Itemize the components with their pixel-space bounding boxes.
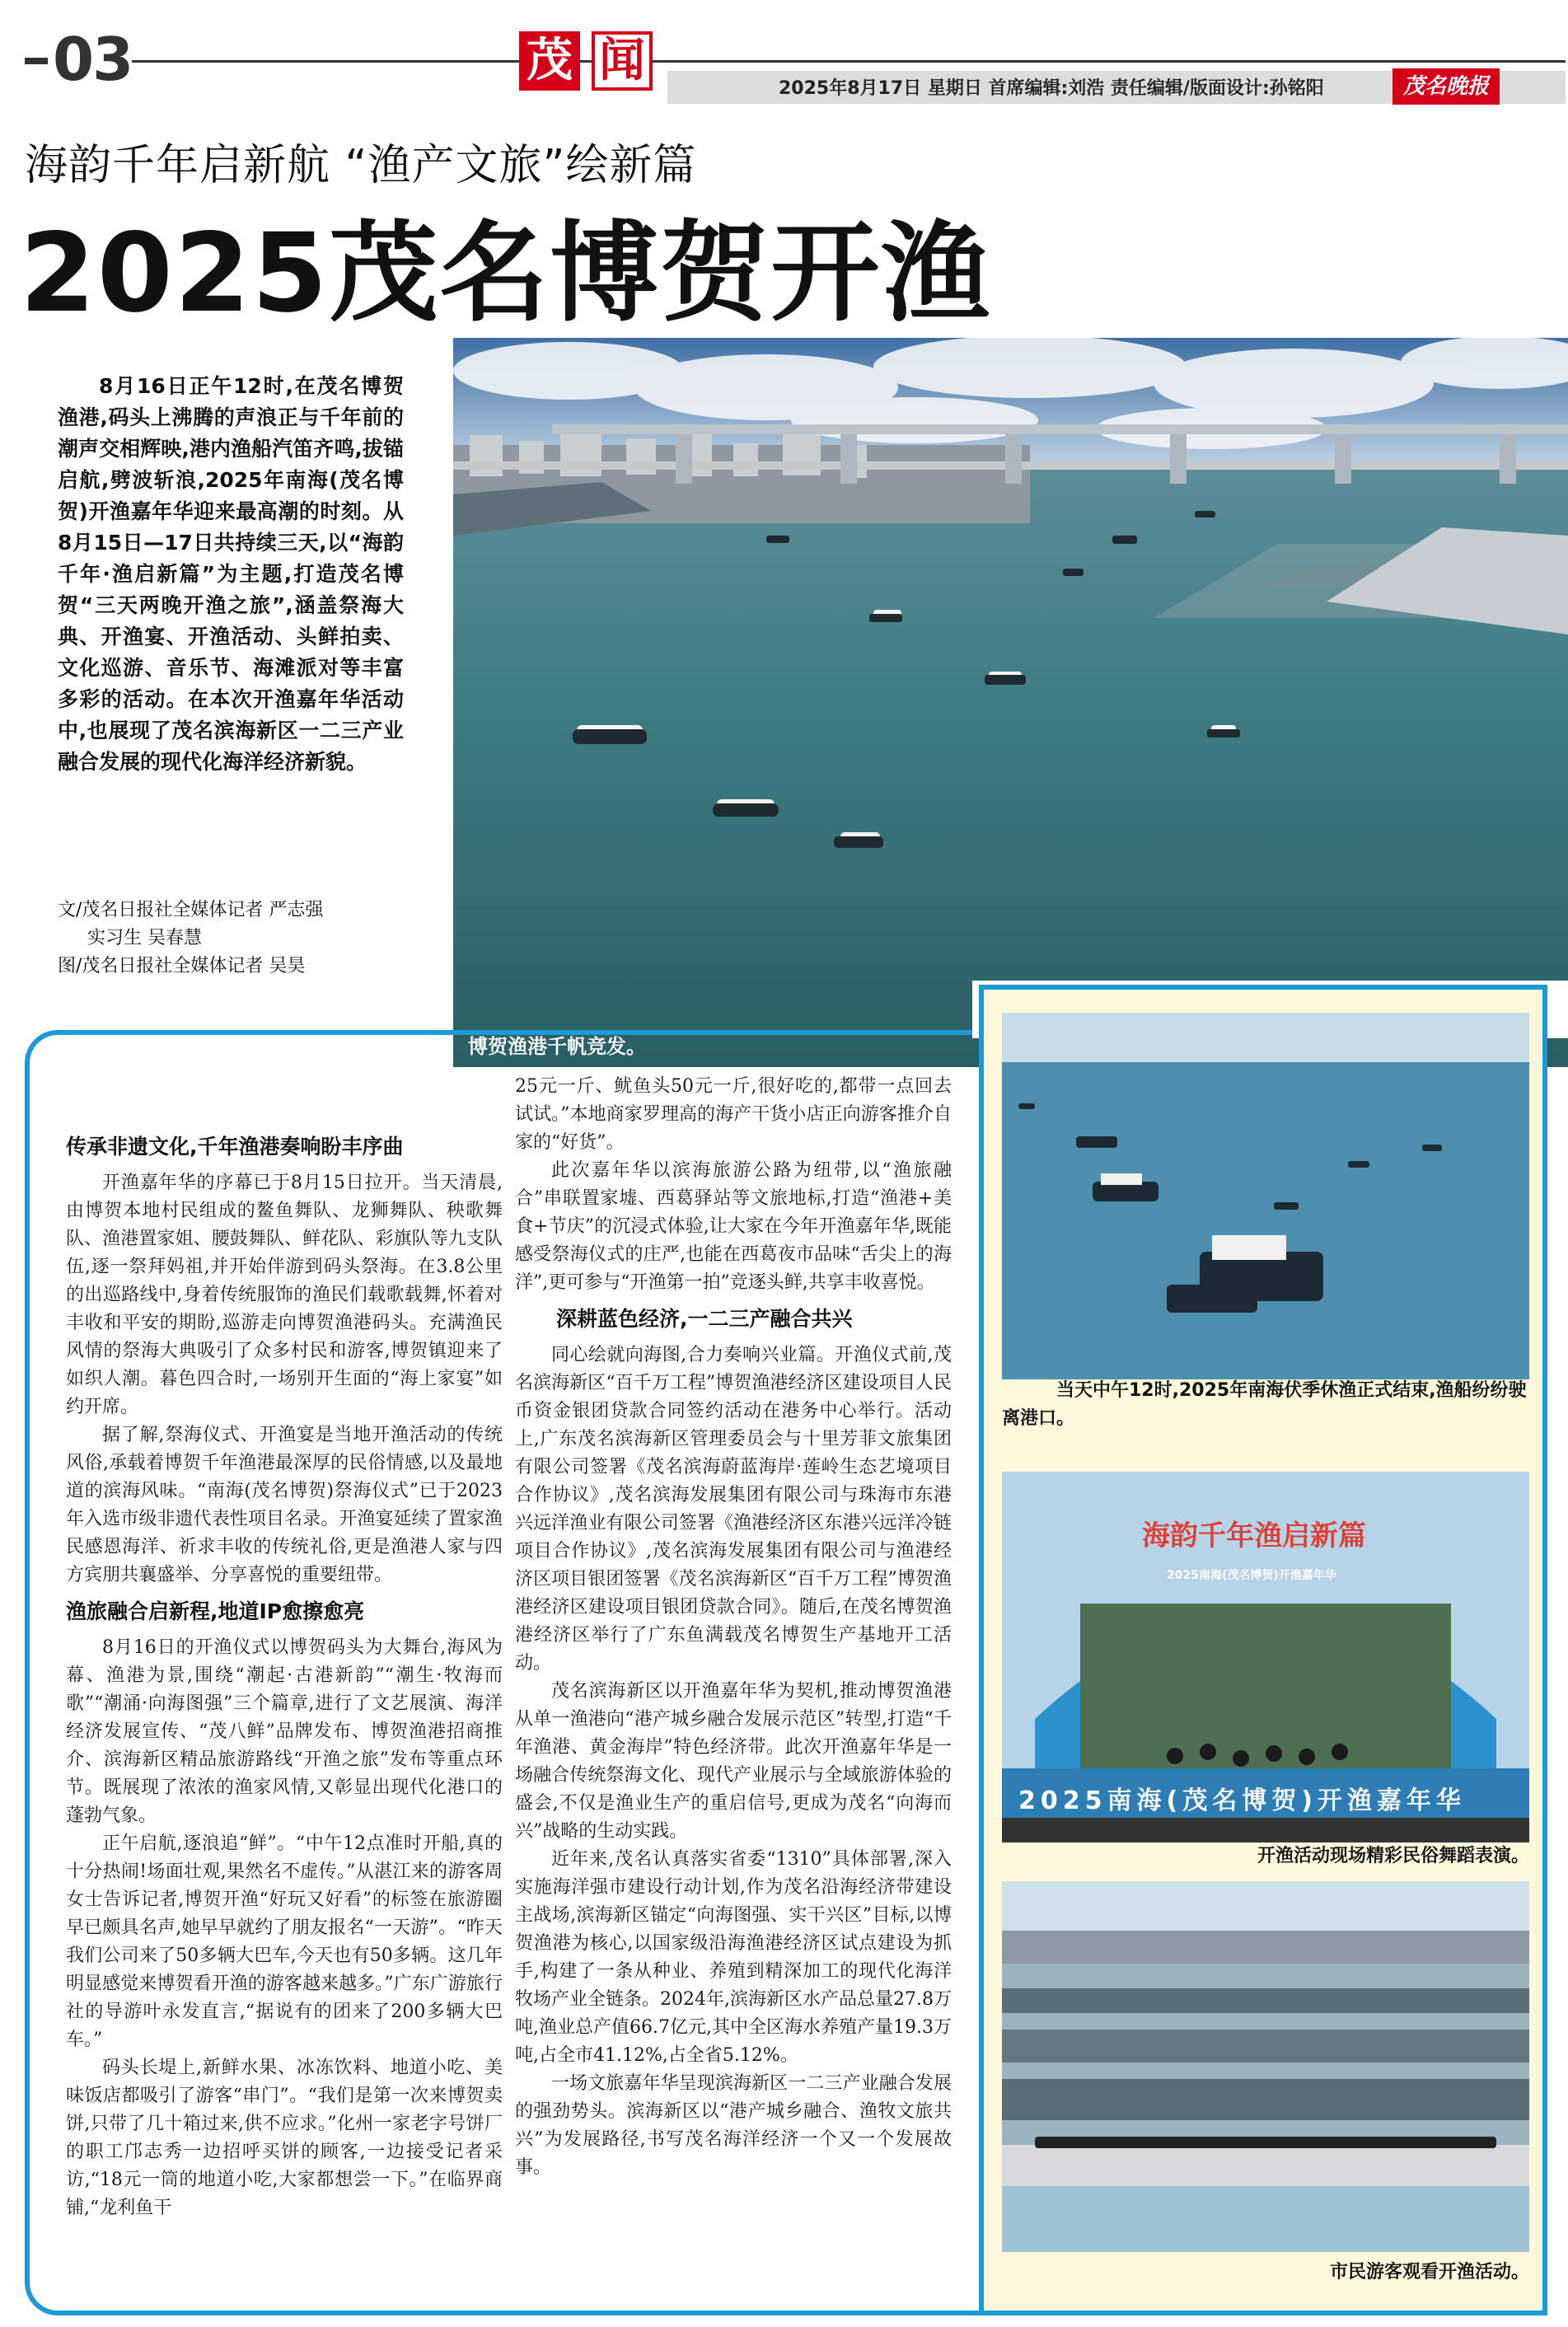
- byline-photographer: 图/茂名日报社全媒体记者 吴昊: [58, 956, 306, 976]
- photo-caption-1: 当天中午12时,2025年南海伏季休渔正式结束,渔船纷纷驶离港口。: [1002, 1380, 1527, 1429]
- text-column-1: [66, 1125, 503, 2222]
- photo-caption-2: 开渔活动现场精彩民俗舞蹈表演。: [1257, 1846, 1529, 1866]
- paragraph: 开渔嘉年华的序幕已于8月15日拉开。当天清晨,由博贺本地村民组成的鳌鱼舞队、龙狮舞队、秧歌舞队、渔港置家姐、腰鼓舞队、鲜花队、彩旗队等九支队伍,逐一祭拜妈祖,并开始伴游到码头祭海。在3.8公里的出巡路线中,身着传统服饰的渔民们载歌载舞,怀着对丰收和平安的期盼,巡游走向博贺渔港码头。充满渔民风情的祭海大典吸引了众多村民和游客,博贺镇迎来了如织人潮。暮色四合时,一场别开生面的“海上家宴”如约开席。: [66, 1173, 503, 1417]
- text-column-2: [515, 1073, 952, 2182]
- paragraph: 同心绘就向海图,合力奏响兴业篇。开渔仪式前,茂名滨海新区“百千万工程”博贺渔港经济区建设项目人民币资金银团贷款合同签约活动在港务中心举行。活动上,广东茂名滨海新区管理委员会与十里芳菲文旅集团有限公司签署《茂名滨海蔚蓝海岸·莲岭生态艺境项目合作协议》,茂名滨海发展集团有限公司与珠海市东港兴远洋渔业有限公司签署《渔港经济区东港兴远洋冷链项目合作协议》,茂名滨海发展集团有限公司与渔港经济区项目银团签署《茂名滨海新区“百千万工程”博贺渔港经济区建设项目银团贷款合同》。随后,在茂名博贺渔港经济区举行了广东鱼满载茂名博贺生产基地开工活动。: [515, 1345, 952, 1674]
- paper-logo: 茂名晚报: [1392, 68, 1500, 105]
- stage-banner: 海韵千年渔启新篇: [1142, 1519, 1366, 1552]
- paragraph: 8月16日的开渔仪式以博贺码头为大舞台,海风为幕、渔港为景,围绕“潮起·古港新韵”“潮生·牧海而歌”“潮涌·向海图强”三个篇章,进行了文艺展演、海洋经济发展宣传、“茂八鲜”品牌发布、博贺渔港招商推介、滨海新区精品旅游路线“开渔之旅”发布等重点环节。既展现了浓浓的渔家风情,又彰显出现代化港口的蓬勃气象。: [66, 1637, 503, 1826]
- paragraph: 据了解,祭海仪式、开渔宴是当地开渔活动的传统风俗,承载着博贺千年渔港最深厚的民俗情感,以及最地道的滨海风味。“南海(茂名博贺)祭海仪式”已于2023年入选市级非遗代表性项目名录。开渔宴延续了置家渔民感恩海洋、祈求丰收的传统礼俗,更是渔港人家与四方宾朋共襄盛举、分享喜悦的重要纽带。: [66, 1425, 503, 1585]
- paragraph: 茂名滨海新区以开渔嘉年华为契机,推动博贺渔港从单一渔港向“港产城乡融合发展示范区”转型,打造“千年渔港、黄金海岸”特色经济带。此次开渔嘉年华是一场融合传统祭海文化、现代产业展示与全域旅游体验的盛会,不仅是渔业生产的重启信号,更成为茂名“向海而兴”战略的生动实践。: [515, 1681, 952, 1842]
- section-heading-heritage: 传承非遗文化,千年渔港奏响盼丰序曲: [66, 1135, 404, 1159]
- photo-caption-3: 市民游客观看开渔活动。: [1329, 2262, 1529, 2283]
- paragraph: 25元一斤、鱿鱼头50元一斤,很好吃的,都带一点回去试试。”本地商家罗理高的海产干货小店正向游客推介自家的“好货”。: [515, 1076, 952, 1153]
- photo-side-panel: [979, 985, 1547, 2315]
- article-lead: 8月16日正午12时,在茂名博贺渔港,码头上沸腾的声浪正与千年前的潮声交相辉映,港内渔船汽笛齐鸣,拔锚启航,劈波斩浪,2025年南海(茂名博贺)开渔嘉年华迎来最高潮的时刻。从8月15日—17日共持续三天,以“海韵千年·渔启新篇”为主题,打造茂名博贺“三天两晚开渔之旅”,涵盖祭海大典、开渔宴、开渔活动、头鲜拍卖、文化巡游、音乐节、海滩派对等丰富多彩的活动。在本次开渔嘉年华活动中,也展现了茂名滨海新区一二三产业融合发展的现代化海洋经济新貌。: [58, 374, 404, 774]
- section-char-1: 茂: [519, 31, 580, 91]
- paragraph: 码头长堤上,新鲜水果、冰冻饮料、地道小吃、美味饭店都吸引了游客“串门”。“我们是第一次来博贺卖饼,只带了几十箱过来,供不应求。”化州一家老字号饼厂的职工邝志秀一边招呼买饼的顾客,一边接受记者采访,“18元一筒的地道小吃,大家都想尝一下。”在临界商铺,“龙利鱼干: [66, 2058, 503, 2218]
- main-photo-harbor: [453, 338, 1568, 1067]
- stage-bottom-text: 2025南海(茂名博贺)开渔嘉年华: [1018, 1786, 1466, 1815]
- paragraph: 近年来,茂名认真落实省委“1310”具体部署,深入实施海洋强市建设行动计划,作为茂名沿海经济带建设主战场,滨海新区锚定“向海图强、实干兴区”目标,以博贺渔港为核心,以国家级沿海渔港经济区试点建设为抓手,构建了一条从种业、养殖到精深加工的现代化海洋牧场产业全链条。2024年,滨海新区水产品总量27.8万吨,渔业总产值66.7亿元,其中全区海水养殖产量19.3万吨,占全市41.12%,占全省5.12%。: [515, 1849, 952, 2066]
- stage-screen-title: 2025南海(茂名博贺)开渔嘉年华: [1167, 1569, 1336, 1582]
- photo-folk-dance: [1002, 1472, 1529, 1842]
- photo-spectators: [1002, 1881, 1529, 2252]
- page-number-dash: [25, 58, 48, 64]
- photo-boats-leaving: [1002, 1013, 1529, 1379]
- header-rule: [132, 60, 1566, 63]
- section-heading-tourism: 渔旅融合启新程,地道IP愈擦愈亮: [66, 1599, 365, 1623]
- page-number: 03: [53, 25, 133, 94]
- section-heading-blue-economy: 深耕蓝色经济,一二三产融合共兴: [556, 1307, 853, 1331]
- section-char-2: 闻: [592, 31, 653, 91]
- byline: [58, 897, 420, 981]
- section-badge: [519, 31, 659, 91]
- byline-writer: 文/茂名日报社全媒体记者 严志强: [58, 900, 324, 920]
- main-photo-caption: 博贺渔港千帆竞发。: [468, 1035, 646, 1058]
- paragraph: 一场文旅嘉年华呈现滨海新区一二三产业融合发展的强劲势头。滨海新区以“港产城乡融合、渔牧文旅共兴”为发展路径,书写茂名海洋经济一个又一个发展故事。: [515, 2073, 952, 2178]
- article-headline: 2025茂名博贺开渔: [20, 210, 992, 337]
- byline-intern: 实习生 吴春慧: [87, 928, 202, 948]
- edition-meta: 2025年8月17日 星期日 首席编辑:刘浩 责任编辑/版面设计:孙铭阳: [779, 78, 1324, 99]
- paragraph: 正午启航,逐浪追“鲜”。“中午12点准时开船,真的十分热闹!场面壮观,果然名不虚传。”从湛江来的游客周女士告诉记者,博贺开渔“好玩又好看”的标签在旅游圈早已颇具名声,她早早就约了朋友报名“一天游”。“昨天我们公司来了50多辆大巴车,今天也有50多辆。这几年明显感觉来博贺看开渔的游客越来越多。”广东广游旅行社的导游叶永发直言,“据说有的团来了200多辆大巴车。”: [66, 1833, 503, 2050]
- paragraph: 此次嘉年华以滨海旅游公路为纽带,以“渔旅融合”串联置家墟、西葛驿站等文旅地标,打造“渔港+美食+节庆”的沉浸式体验,让大家在今年开渔嘉年华,既能感受祭海仪式的庄严,也能在西葛夜市品味“舌尖上的海洋”,更可参与“开渔第一拍”竞逐头鲜,共享丰收喜悦。: [515, 1160, 952, 1293]
- article-subtitle: 海韵千年启新航 “渔产文旅”绘新篇: [25, 141, 697, 190]
